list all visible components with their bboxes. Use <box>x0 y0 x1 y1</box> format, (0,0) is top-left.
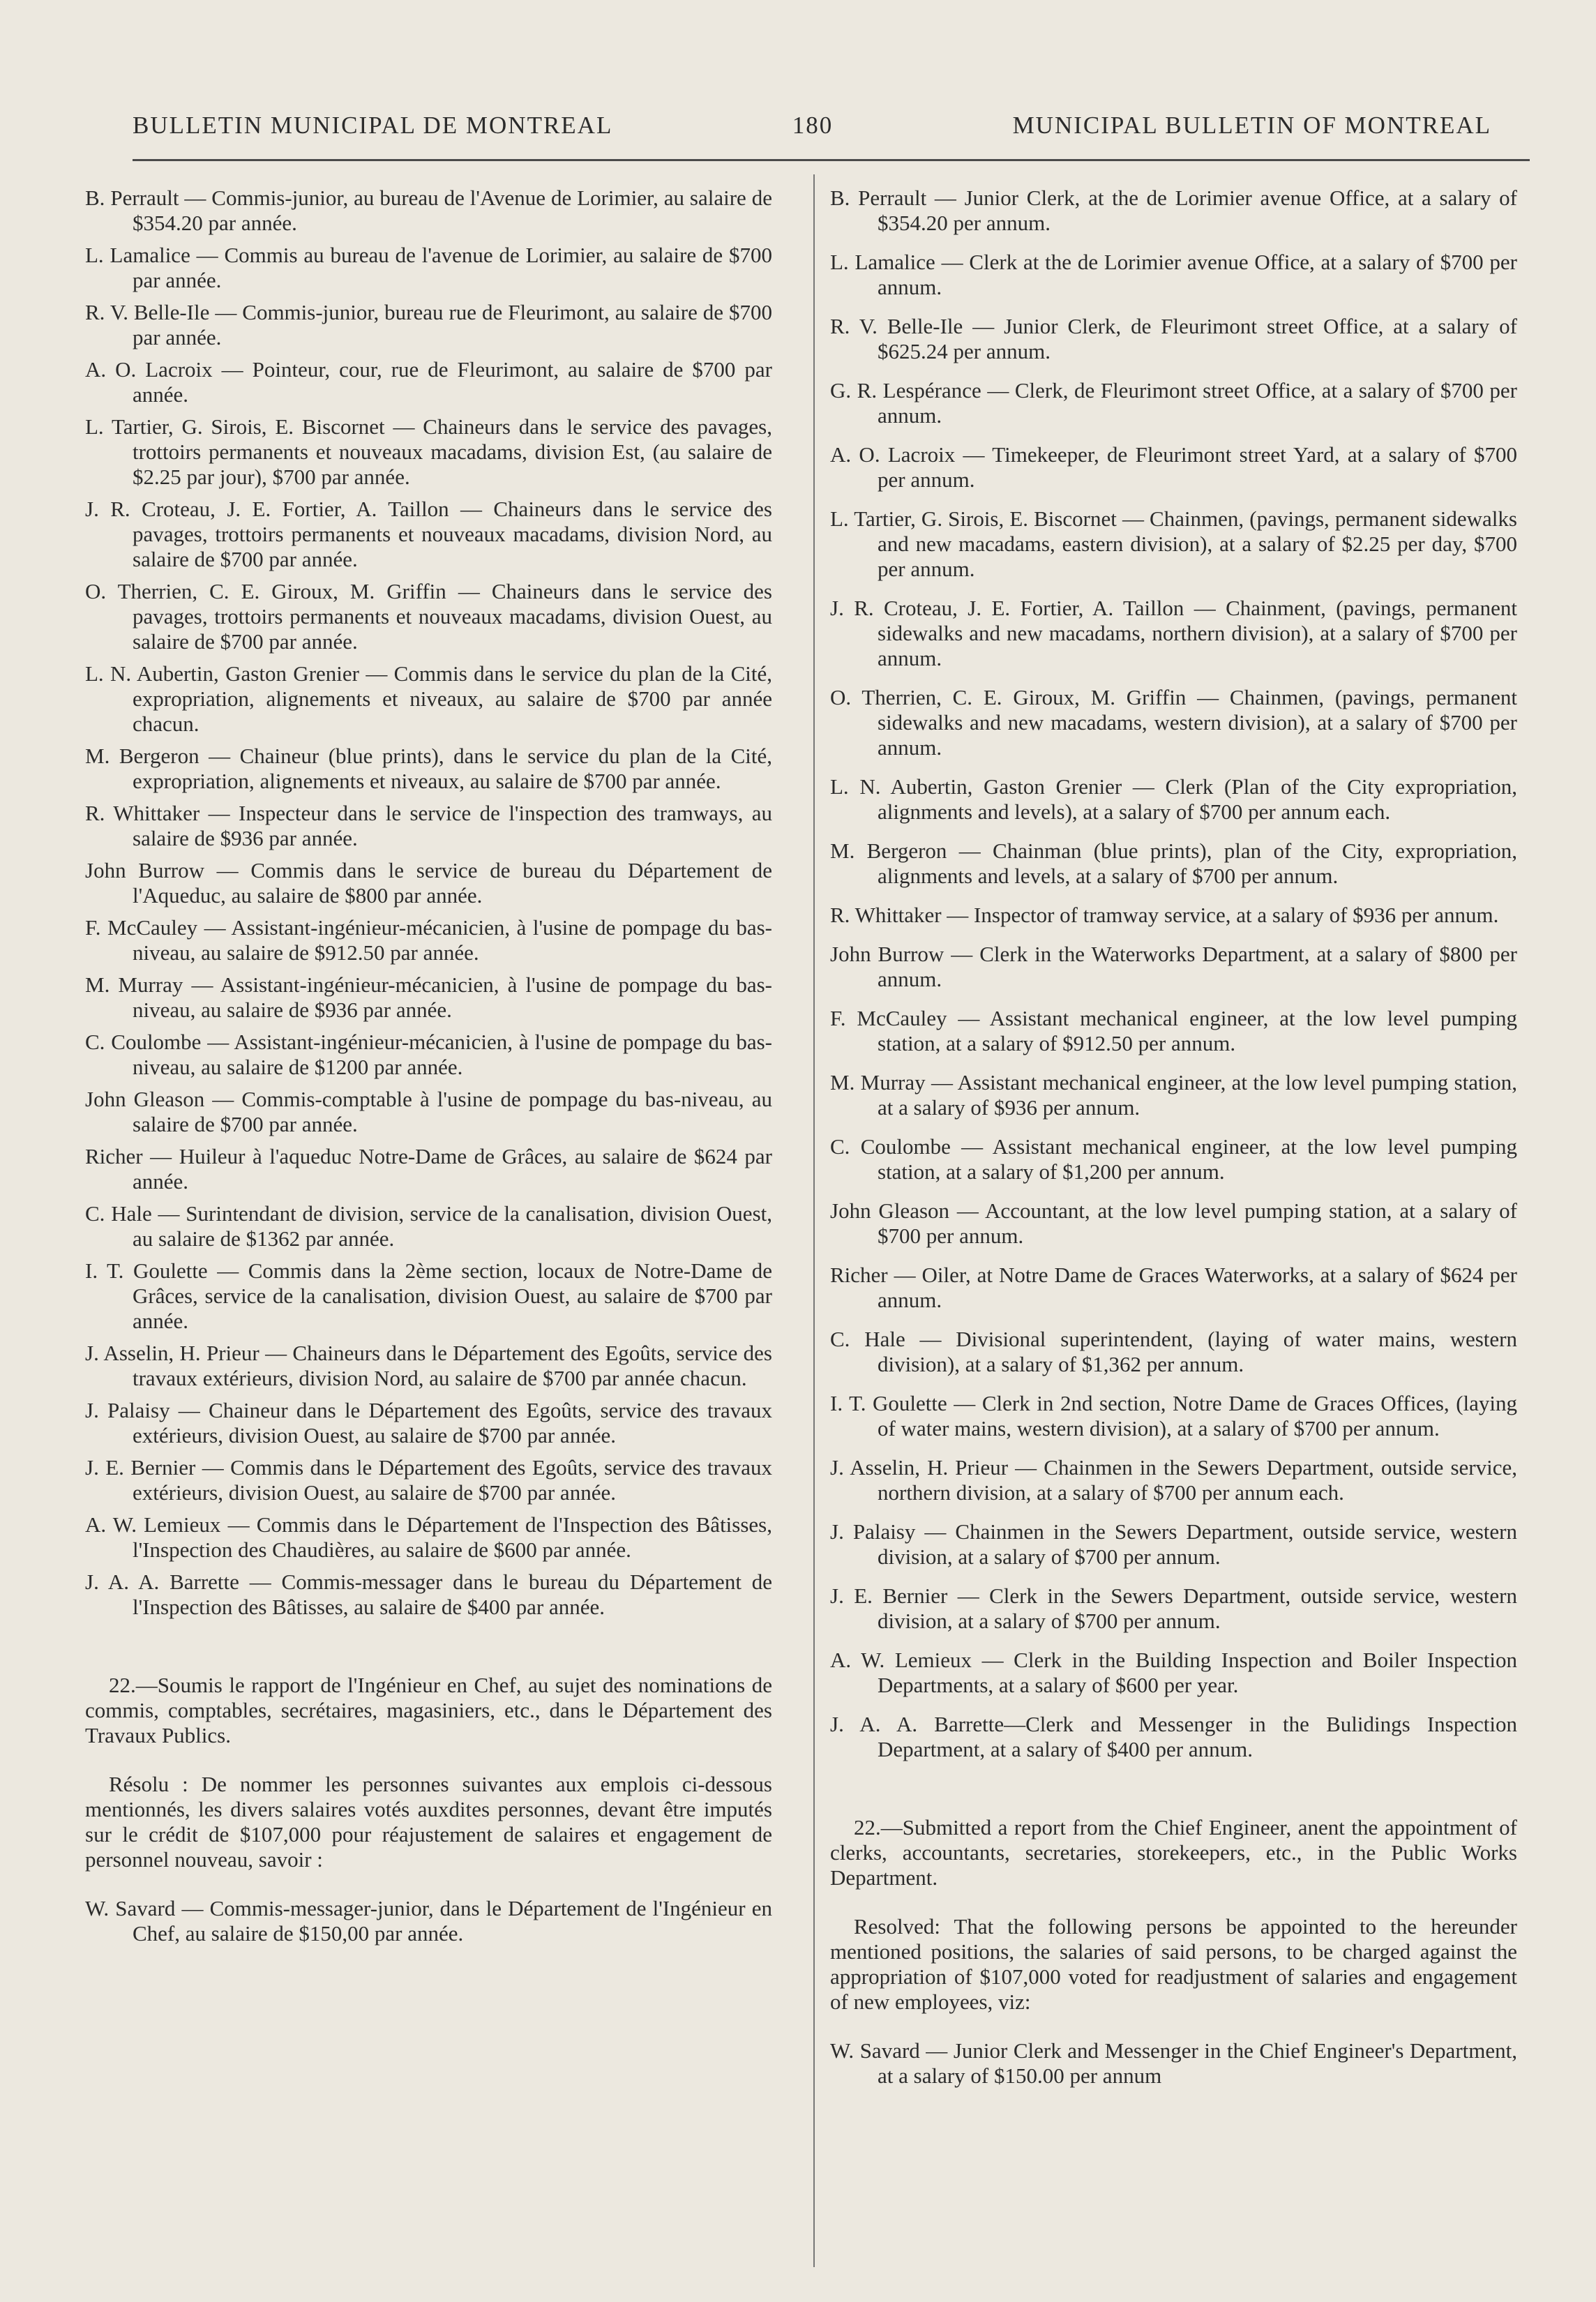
french-entry: C. Hale — Surintendant de division, service de la canalisation, division Ouest, au salaire de $1362 par année. <box>85 1201 772 1251</box>
english-entry: J. E. Bernier — Clerk in the Sewers Department, outside service, western division, at a salary of $700 per annum. <box>830 1583 1517 1633</box>
french-entry: A. W. Lemieux — Commis dans le Département de l'Inspection des Bâtisses, l'Inspection des Chaudières, au salaire de $600 par année. <box>85 1512 772 1562</box>
french-entry: L. Tartier, G. Sirois, E. Biscornet — Chaineurs dans le service des pavages, trottoirs permanents et nouveaux macadams, division Est, (au salaire de $2.25 par jour), $700 par année. <box>85 414 772 489</box>
english-entry: J. A. A. Barrette—Clerk and Messenger in the Bulidings Inspection Department, at a salary of $400 per annum. <box>830 1712 1517 1761</box>
french-entry: M. Bergeron — Chaineur (blue prints), dans le service du plan de la Cité, expropriation, alignements et niveaux, au salaire de $700 par année. <box>85 744 772 793</box>
column-divider <box>813 174 815 2267</box>
english-entry: A. O. Lacroix — Timekeeper, de Fleurimont street Yard, at a salary of $700 per annum. <box>830 442 1517 492</box>
english-last-entry: W. Savard — Junior Clerk and Messenger in the Chief Engineer's Department, at a salary of $150.00 per annum <box>830 2038 1517 2088</box>
french-entry: J. A. A. Barrette — Commis-messager dans le bureau du Département de l'Inspection des Bâtisses, au salaire de $400 par année. <box>85 1570 772 1619</box>
french-entry: A. O. Lacroix — Pointeur, cour, rue de Fleurimont, au salaire de $700 par année. <box>85 357 772 407</box>
english-entry: F. McCauley — Assistant mechanical engineer, at the low level pumping station, at a salary of $912.50 per annum. <box>830 1006 1517 1055</box>
french-entry: J. R. Croteau, J. E. Fortier, A. Taillon — Chaineurs dans le service des pavages, trottoirs permanents et nouveaux macadams, division Nord, au salaire de $700 par année. <box>85 497 772 571</box>
english-entry: A. W. Lemieux — Clerk in the Building Inspection and Boiler Inspection Departments, at a salary of $600 per year. <box>830 1648 1517 1697</box>
french-entry: Richer — Huileur à l'aqueduc Notre-Dame de Grâces, au salaire de $624 par année. <box>85 1144 772 1194</box>
english-entry: I. T. Goulette — Clerk in 2nd section, Notre Dame de Graces Offices, (laying of water mains, western division), at a salary of $700 per annum. <box>830 1391 1517 1440</box>
english-entry: O. Therrien, C. E. Giroux, M. Griffin — Chainmen, (pavings, permanent sidewalks and new macadams, western division), at a salary of $700 per annum. <box>830 685 1517 760</box>
english-item-22: 22.—Submitted a report from the Chief Engineer, anent the appointment of clerks, accountants, secretaries, storekeepers, etc., in the Public Works Department. <box>830 1815 1517 1890</box>
english-appointments-list <box>830 186 1517 1762</box>
english-column <box>830 186 1517 2102</box>
french-entry: R. Whittaker — Inspecteur dans le service de l'inspection des tramways, au salaire de $936 par année. <box>85 801 772 850</box>
english-entry: L. Lamalice — Clerk at the de Lorimier avenue Office, at a salary of $700 per annum. <box>830 250 1517 299</box>
french-appointments-list <box>85 186 772 1620</box>
french-entry: John Gleason — Commis-comptable à l'usine de pompage du bas-niveau, au salaire de $700 par année. <box>85 1087 772 1136</box>
english-entry: J. Asselin, H. Prieur — Chainmen in the Sewers Department, outside service, northern division, at a salary of $700 per annum each. <box>830 1455 1517 1505</box>
french-entry: F. McCauley — Assistant-ingénieur-mécanicien, à l'usine de pompage du bas-niveau, au salaire de $912.50 par année. <box>85 915 772 965</box>
english-entry: J. R. Croteau, J. E. Fortier, A. Taillon — Chainment, (pavings, permanent sidewalks and new macadams, northern division), at a salary of $700 per annum. <box>830 596 1517 670</box>
english-entry: J. Palaisy — Chainmen in the Sewers Department, outside service, western division, at a salary of $700 per annum. <box>830 1519 1517 1569</box>
header-rule <box>133 159 1530 161</box>
english-entry: John Burrow — Clerk in the Waterworks Department, at a salary of $800 per annum. <box>830 942 1517 991</box>
french-entry: O. Therrien, C. E. Giroux, M. Griffin — Chaineurs dans le service des pavages, trottoirs permanents et nouveaux macadams, division Ouest, au salaire de $700 par année. <box>85 579 772 654</box>
english-entry: G. R. Lespérance — Clerk, de Fleurimont street Office, at a salary of $700 per annum. <box>830 378 1517 428</box>
english-entry: Richer — Oiler, at Notre Dame de Graces Waterworks, at a salary of $624 per annum. <box>830 1263 1517 1312</box>
french-entry: B. Perrault — Commis-junior, au bureau de l'Avenue de Lorimier, au salaire de $354.20 par année. <box>85 186 772 235</box>
french-resolution: Résolu : De nommer les personnes suivantes aux emplois ci-dessous mentionnés, les divers salaires votés auxdites personnes, devant être imputés sur le crédit de $107,000 pour réajustement de salaires et engagement de personnel nouveau, savoir : <box>85 1772 772 1872</box>
english-entry: John Gleason — Accountant, at the low level pumping station, at a salary of $700 per annum. <box>830 1198 1517 1248</box>
page-number: 180 <box>792 112 834 139</box>
french-entry: John Burrow — Commis dans le service de bureau du Département de l'Aqueduc, au salaire de $800 par année. <box>85 858 772 908</box>
french-entry: I. T. Goulette — Commis dans la 2ème section, locaux de Notre-Dame de Grâces, service de la canalisation, division Ouest, au salaire de $700 par année. <box>85 1258 772 1333</box>
english-entry: L. N. Aubertin, Gaston Grenier — Clerk (Plan of the City expropriation, alignments and levels), at a salary of $700 per annum each. <box>830 774 1517 824</box>
french-entry: L. Lamalice — Commis au bureau de l'avenue de Lorimier, au salaire de $700 par année. <box>85 243 772 292</box>
english-entry: R. V. Belle-Ile — Junior Clerk, de Fleurimont street Office, at a salary of $625.24 per annum. <box>830 314 1517 363</box>
english-entry: L. Tartier, G. Sirois, E. Biscornet — Chainmen, (pavings, permanent sidewalks and new macadams, eastern division), at a salary of $2.25 per day, $700 per annum. <box>830 506 1517 581</box>
french-entry: J. E. Bernier — Commis dans le Département des Egoûts, service des travaux extérieurs, division Ouest, au salaire de $700 par année. <box>85 1455 772 1505</box>
french-item-22: 22.—Soumis le rapport de l'Ingénieur en Chef, au sujet des nominations de commis, comptables, secrétaires, magasiniers, etc., dans le Département des Travaux Publics. <box>85 1673 772 1747</box>
french-entry: M. Murray — Assistant-ingénieur-mécanicien, à l'usine de pompage du bas-niveau, au salaire de $936 par année. <box>85 972 772 1022</box>
french-entry: R. V. Belle-Ile — Commis-junior, bureau rue de Fleurimont, au salaire de $700 par année. <box>85 300 772 349</box>
english-entry: B. Perrault — Junior Clerk, at the de Lorimier avenue Office, at a salary of $354.20 per annum. <box>830 186 1517 235</box>
english-entry: M. Murray — Assistant mechanical engineer, at the low level pumping station, at a salary of $936 per annum. <box>830 1070 1517 1120</box>
english-entry: C. Hale — Divisional superintendent, (laying of water mains, western division), at a salary of $1,362 per annum. <box>830 1327 1517 1376</box>
header-right-title: MUNICIPAL BULLETIN OF MONTREAL <box>1012 112 1491 139</box>
french-entry: C. Coulombe — Assistant-ingénieur-mécanicien, à l'usine de pompage du bas-niveau, au salaire de $1200 par année. <box>85 1030 772 1079</box>
english-entry: R. Whittaker — Inspector of tramway service, at a salary of $936 per annum. <box>830 903 1499 927</box>
french-column <box>85 186 772 1953</box>
french-entry: L. N. Aubertin, Gaston Grenier — Commis dans le service du plan de la Cité, expropriation, alignements et niveaux, au salaire de $700 par année chacun. <box>85 661 772 736</box>
french-entry: J. Palaisy — Chaineur dans le Département des Egoûts, service des travaux extérieurs, division Ouest, au salaire de $700 par année. <box>85 1398 772 1447</box>
english-resolution: Resolved: That the following persons be appointed to the hereunder mentioned positions, the salaries of said persons, to be charged against the appropriation of $107,000 voted for readjustment of salaries and engagement of new employees, viz: <box>830 1914 1517 2014</box>
header-left-title: BULLETIN MUNICIPAL DE MONTREAL <box>133 112 613 139</box>
running-head <box>133 105 1491 146</box>
english-entry: M. Bergeron — Chainman (blue prints), plan of the City, expropriation, alignments and levels, at a salary of $700 per annum. <box>830 838 1517 888</box>
english-entry: C. Coulombe — Assistant mechanical engineer, at the low level pumping station, at a salary of $1,200 per annum. <box>830 1134 1517 1184</box>
french-last-entry: W. Savard — Commis-messager-junior, dans le Département de l'Ingénieur en Chef, au salaire de $150,00 par année. <box>85 1896 772 1946</box>
french-entry: J. Asselin, H. Prieur — Chaineurs dans le Département des Egoûts, service des travaux extérieurs, division Nord, au salaire de $700 par année chacun. <box>85 1341 772 1390</box>
